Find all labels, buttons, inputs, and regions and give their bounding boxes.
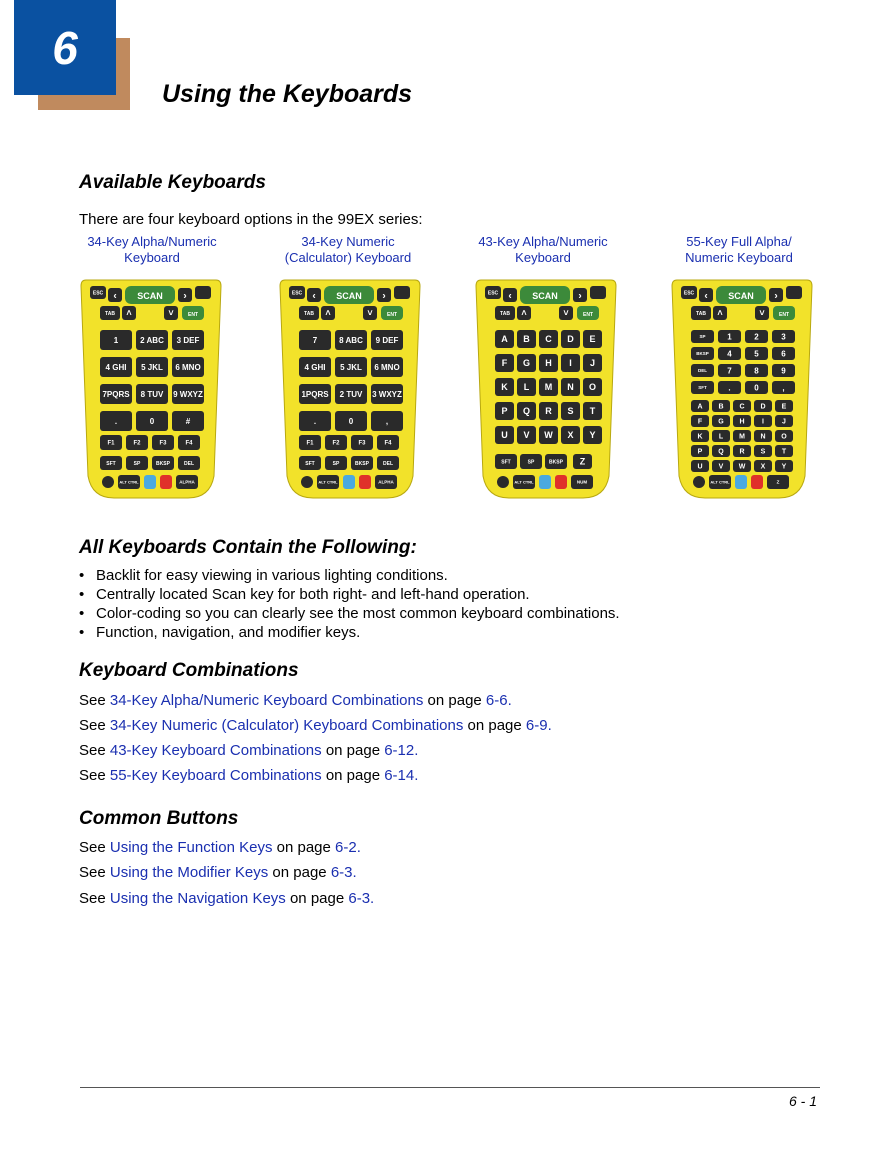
key-label: .: [114, 416, 118, 426]
key-label: SFT: [305, 460, 315, 467]
key-label: ‹: [704, 290, 708, 302]
key-label: A: [501, 334, 508, 345]
key-label: ˅: [367, 308, 373, 319]
keyboard-caption-4: 55-Key Full Alpha/ Numeric Keyboard: [685, 234, 793, 265]
key-label: P: [501, 406, 508, 417]
key-label: ˄: [521, 308, 527, 319]
key-label: X: [760, 463, 766, 471]
key-label: J: [589, 358, 596, 369]
scan-key-label: SCAN: [728, 291, 754, 301]
key-label: G: [522, 358, 531, 369]
see-line: See 34-Key Numeric (Calculator) Keyboard Combinations on page 6-9.: [79, 717, 552, 734]
key-label: 9 DEF: [375, 335, 399, 345]
blue-modifier-key: [735, 475, 747, 489]
key-label: U: [501, 430, 508, 441]
link-34-alpha-combinations[interactable]: 34-Key Alpha/Numeric Keyboard Combinations: [109, 692, 424, 709]
keyboard-caption-1: 34-Key Alpha/Numeric Keyboard: [87, 234, 217, 265]
key-label: #: [185, 416, 191, 426]
key-label: ›: [183, 290, 187, 302]
key-label: ˄: [325, 308, 331, 319]
see-line: See Using the Navigation Keys on page 6-3.: [79, 890, 375, 907]
see-line: See 34-Key Alpha/Numeric Keyboard Combinations on page 6-6.: [79, 692, 512, 709]
key-label: NUM: [576, 479, 588, 485]
key-label: 2 ABC: [140, 335, 164, 345]
scan-key-label: SCAN: [137, 291, 163, 301]
link-43-key-combinations[interactable]: 43-Key Keyboard Combinations: [109, 742, 322, 759]
key-label: 4 GHI: [304, 362, 326, 372]
key-label: ›: [382, 290, 386, 302]
key-label: F2: [332, 440, 340, 447]
key-label: D: [760, 403, 766, 411]
key-label: Q: [522, 406, 531, 417]
key-label: O: [781, 433, 787, 441]
key-label: Y: [781, 463, 787, 471]
page-link[interactable]: 6-14: [384, 767, 415, 784]
blue-modifier-key: [144, 475, 156, 489]
enter-key-label: ENT: [583, 312, 593, 318]
key-label: J: [782, 418, 786, 426]
key-label: 6 MNO: [374, 362, 400, 372]
list-item: • Centrally located Scan key for both right- and left-hand operation.: [79, 585, 620, 604]
see-line: See 43-Key Keyboard Combinations on page 6-12.: [79, 742, 419, 759]
key-label: C: [545, 334, 552, 345]
key-label: G: [718, 418, 724, 426]
key-label: ˅: [759, 308, 765, 319]
key-label: W: [544, 430, 553, 441]
list-item: • Function, navigation, and modifier keys.: [79, 623, 620, 642]
key: [195, 286, 211, 299]
key-label: ESC: [291, 290, 303, 297]
key-label: 5: [754, 349, 759, 359]
key-label: 4 GHI: [105, 362, 127, 372]
key-label: F3: [159, 440, 167, 447]
key-label: S: [760, 448, 766, 456]
key-label: F4: [185, 440, 193, 447]
key-label: T: [781, 448, 787, 456]
key-label: SP: [699, 334, 706, 340]
features-list: [79, 566, 620, 642]
key-label: DEL: [698, 368, 707, 374]
enter-key-label: ENT: [188, 312, 198, 318]
key-label: F4: [384, 440, 392, 447]
key-label: Z: [776, 479, 780, 485]
enter-key-label: ENT: [387, 312, 397, 318]
key-label: SP: [527, 459, 535, 466]
see-line: See 55-Key Keyboard Combinations on page 6-14.: [79, 767, 419, 784]
key-label: TAB: [304, 310, 314, 317]
key-label: BKSP: [549, 459, 563, 466]
key-label: F1: [306, 440, 314, 447]
key-label: I: [569, 358, 572, 369]
key-label: N: [567, 382, 574, 393]
key-label: ˄: [126, 308, 132, 319]
key-label: ALT CTRL: [119, 479, 139, 485]
key-label: BKSP: [156, 460, 170, 467]
link-modifier-keys[interactable]: Using the Modifier Keys: [109, 864, 269, 881]
key-label: ,: [782, 383, 785, 393]
key-label: ‹: [508, 290, 512, 302]
key-label: I: [762, 418, 764, 426]
key-label: K: [697, 433, 703, 441]
key-label: H: [545, 358, 552, 369]
page-link[interactable]: 6-3: [348, 890, 371, 907]
keyboard-34-numeric-image: [277, 276, 423, 500]
chapter-title: Using the Keyboards: [162, 80, 413, 108]
key-label: 7: [312, 335, 318, 345]
key-label: SFT: [501, 459, 511, 466]
key-label: R: [739, 448, 745, 456]
key-label: U: [697, 463, 703, 471]
available-keyboards-heading: Available Keyboards: [79, 172, 266, 193]
key-label: H: [739, 418, 745, 426]
key-label: ESC: [487, 290, 499, 297]
key-label: 9 WXYZ: [173, 389, 203, 399]
key-label: SP: [133, 460, 141, 467]
key-label: F3: [358, 440, 366, 447]
link-navigation-keys[interactable]: Using the Navigation Keys: [109, 890, 286, 907]
key-label: ESC: [92, 290, 104, 297]
key-label: 0: [754, 383, 759, 393]
link-34-numeric-combinations[interactable]: 34-Key Numeric (Calculator) Keyboard Combinations: [109, 717, 464, 734]
key-label: Y: [589, 430, 596, 441]
key-label: ˅: [563, 308, 569, 319]
key-label: BKSP: [696, 351, 709, 357]
key-label: ALPHA: [179, 479, 195, 485]
key-label: .: [313, 416, 317, 426]
key-label: ALT CTRL: [514, 479, 534, 485]
key-label: 4: [727, 349, 732, 359]
key-label: ›: [774, 290, 778, 302]
key-label: F1: [107, 440, 115, 447]
blue-modifier-key: [539, 475, 551, 489]
key-label: 1: [113, 335, 119, 345]
power-key: [301, 476, 313, 488]
key-label: V: [523, 430, 530, 441]
key-label: B: [718, 403, 724, 411]
page-link[interactable]: 6-12: [384, 742, 415, 759]
key-label: L: [523, 382, 530, 393]
key-label: ALT CTRL: [318, 479, 338, 485]
key-label: N: [760, 433, 766, 441]
keyboard-55-full-image: [669, 276, 815, 500]
key: [394, 286, 410, 299]
blue-modifier-key: [343, 475, 355, 489]
key-label: ALPHA: [378, 479, 394, 485]
link-55-key-combinations[interactable]: 55-Key Keyboard Combinations: [109, 767, 322, 784]
key-label: X: [567, 430, 574, 441]
key-label: 5 JKL: [141, 362, 163, 372]
red-modifier-key: [359, 475, 371, 489]
key-label: Q: [718, 448, 724, 456]
key-label: 3 WXYZ: [372, 389, 402, 399]
key-label: V: [718, 463, 724, 471]
key-label: ‹: [312, 290, 316, 302]
key-label: Z: [579, 456, 586, 467]
chapter-number: 6: [52, 21, 78, 74]
key-label: 5 JKL: [340, 362, 362, 372]
key-label: SFT: [106, 460, 116, 467]
power-key: [693, 476, 705, 488]
key: [590, 286, 606, 299]
key-label: TAB: [105, 310, 115, 317]
chapter-number-badge: [14, 0, 116, 95]
key-label: C: [739, 403, 745, 411]
key-label: 1: [727, 332, 732, 342]
key-label: 0: [348, 416, 354, 426]
keyboard-43-alpha-numeric-image: [473, 276, 619, 500]
page-link[interactable]: 6-2: [335, 839, 357, 856]
list-item: • Color-coding so you can clearly see the most common keyboard combinations.: [79, 604, 620, 623]
key-label: 7PQRS: [102, 389, 130, 399]
key-label: S: [567, 406, 574, 417]
key-label: ›: [578, 290, 582, 302]
power-key: [102, 476, 114, 488]
key-label: ‹: [113, 290, 117, 302]
key: [786, 286, 802, 299]
key-label: F2: [133, 440, 141, 447]
keyboard-caption-3: 43-Key Alpha/Numeric Keyboard: [478, 234, 608, 265]
key-label: 2: [754, 332, 759, 342]
key-label: A: [697, 403, 703, 411]
key-label: D: [567, 334, 574, 345]
key-label: 6 MNO: [175, 362, 201, 372]
page-link[interactable]: 6-3: [330, 864, 353, 881]
key-label: 8: [754, 366, 759, 376]
key-label: TAB: [696, 310, 706, 317]
page-number: 6 - 1: [788, 1093, 817, 1109]
scan-key-label: SCAN: [336, 291, 362, 301]
page-link[interactable]: 6-6: [485, 692, 508, 709]
key-label: F: [501, 358, 508, 369]
key-label: 0: [149, 416, 155, 426]
key-label: 8 TUV: [140, 389, 164, 399]
key-label: M: [544, 382, 553, 393]
key-label: 2 TUV: [339, 389, 363, 399]
key-label: BKSP: [355, 460, 369, 467]
key-label: ˅: [168, 308, 174, 319]
key-label: TAB: [500, 310, 510, 317]
list-item: • Backlit for easy viewing in various lighting conditions.: [79, 566, 620, 585]
keyboard-caption-2: 34-Key Numeric (Calculator) Keyboard: [284, 234, 412, 265]
key-label: R: [545, 406, 552, 417]
key-label: 7: [727, 366, 732, 376]
red-modifier-key: [160, 475, 172, 489]
available-keyboards-intro: There are four keyboard options in the 99EX series:: [79, 211, 423, 228]
red-modifier-key: [751, 475, 763, 489]
key-label: O: [588, 382, 597, 393]
enter-key-label: ENT: [779, 312, 789, 318]
key-label: M: [739, 433, 745, 441]
key-label: 3 DEF: [176, 335, 200, 345]
see-line: See Using the Modifier Keys on page 6-3.: [79, 864, 357, 881]
common-buttons-heading: Common Buttons: [79, 808, 239, 829]
key-label: E: [781, 403, 787, 411]
key-label: B: [523, 334, 530, 345]
page-link[interactable]: 6-9: [525, 717, 548, 734]
key-label: F: [697, 418, 703, 426]
key-label: SP: [332, 460, 340, 467]
all-keyboards-heading: All Keyboards Contain the Following:: [79, 537, 417, 558]
key-label: 3: [781, 332, 786, 342]
key-label: ,: [385, 416, 389, 426]
keyboard-combinations-heading: Keyboard Combinations: [79, 660, 299, 681]
key-label: P: [697, 448, 703, 456]
key-label: L: [718, 433, 724, 441]
red-modifier-key: [555, 475, 567, 489]
scan-key-label: SCAN: [532, 291, 558, 301]
power-key: [497, 476, 509, 488]
key-label: W: [738, 463, 746, 471]
key-label: T: [589, 406, 596, 417]
link-function-keys[interactable]: Using the Function Keys: [109, 839, 273, 856]
see-line: See Using the Function Keys on page 6-2.: [79, 839, 361, 856]
key-label: ˄: [717, 308, 723, 319]
key-label: 8 ABC: [339, 335, 363, 345]
key-label: 6: [781, 349, 786, 359]
key-label: 1PQRS: [301, 389, 329, 399]
key-label: DEL: [184, 460, 194, 467]
key-label: SFT: [698, 385, 707, 391]
key-label: 9: [781, 366, 786, 376]
key-label: .: [728, 383, 731, 393]
keyboard-34-alpha-numeric-image: [78, 276, 224, 500]
key-label: ALT CTRL: [710, 479, 730, 485]
key-label: DEL: [383, 460, 393, 467]
key-label: ESC: [683, 290, 695, 297]
footer-rule: [80, 1087, 820, 1088]
key-label: E: [589, 334, 596, 345]
key-label: K: [501, 382, 508, 393]
